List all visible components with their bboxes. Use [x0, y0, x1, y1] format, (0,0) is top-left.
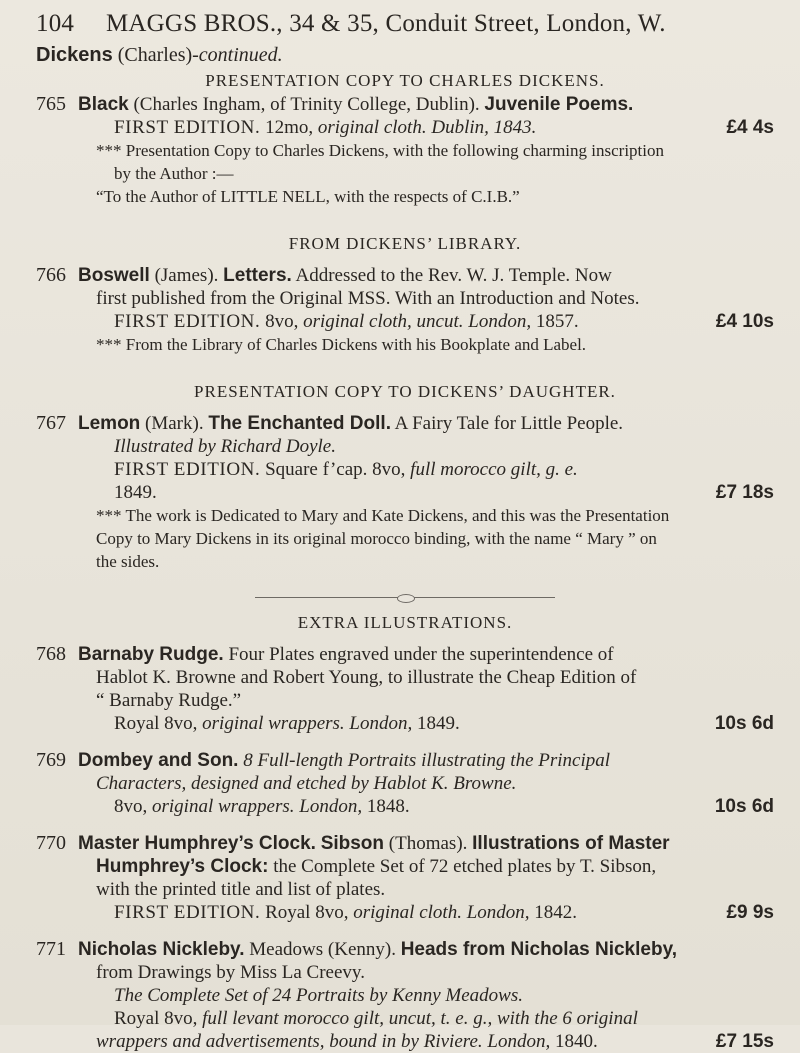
entry-author-rest: (Kenny).: [323, 939, 396, 960]
entry-title-cont: Humphrey’s Clock:: [96, 856, 269, 877]
entry-format: 8vo,: [114, 796, 152, 817]
entry-author: Dombey and Son.: [78, 750, 239, 771]
entry-line: “ Barnaby Rudge.”: [96, 690, 242, 711]
entry-771: [36, 938, 774, 1053]
entry-price: 10s 6d: [714, 796, 774, 817]
entry-date: 1842.: [529, 902, 578, 923]
entry-date: 1849.: [412, 713, 460, 734]
entry-author: Nicholas Nickleby.: [78, 939, 245, 960]
entry-imprint: Dublin, 1843.: [426, 117, 537, 138]
entry-author: Master Humphrey’s Clock.: [78, 833, 316, 854]
section-author: Dickens: [36, 44, 113, 66]
entry-price: £7 18s: [715, 482, 774, 503]
entry-766: [36, 264, 774, 356]
entry-price: £4 10s: [715, 311, 774, 332]
page-number: 104: [36, 10, 75, 37]
entry-title-rest: A Fairy Tale for Little People.: [390, 413, 624, 434]
entry-title: The Enchanted Doll.: [208, 413, 391, 434]
entry-author-rest: (Thomas).: [384, 833, 468, 854]
entry-number: 767: [36, 412, 66, 434]
entry-binding: full levant morocco gilt, uncut, t. e. g., with the 6 original: [202, 1008, 638, 1029]
entry-note: the sides.: [96, 552, 160, 571]
entry-note: by the Author :—: [114, 164, 234, 183]
entry-author-rest: (Charles Ingham, of Trinity College, Dublin).: [128, 94, 480, 115]
entry-title-rest: Addressed to the Rev. W. J. Temple. Now: [291, 265, 612, 286]
entry-format: 12mo,: [260, 117, 318, 138]
entry-769: [36, 749, 774, 818]
entry-title: Heads from Nicholas Nickleby,: [400, 939, 678, 960]
entry-765: [36, 93, 774, 208]
entry-author-secondary: Meadows: [249, 939, 324, 960]
entry-author: Black: [78, 94, 129, 115]
entry-line: Hablot K. Browne and Robert Young, to illustrate the Cheap Edition of: [96, 667, 637, 688]
entry-note: *** From the Library of Charles Dickens with his Bookplate and Label.: [96, 335, 587, 354]
entry-price: 10s 6d: [714, 713, 774, 734]
entry-binding: original cloth. London,: [353, 902, 530, 923]
subhead-presentation-copy: PRESENTATION COPY TO CHARLES DICKENS.: [205, 71, 605, 90]
entry-illustrator: Illustrated by Richard Doyle.: [114, 436, 336, 457]
entry-number: 771: [36, 938, 66, 960]
entry-line: with the printed title and list of plates.: [96, 879, 386, 900]
entry-author: Lemon: [78, 413, 141, 434]
entry-author: Boswell: [78, 265, 150, 286]
entry-date: 1840.: [550, 1031, 598, 1052]
entry-title-rest: 8 Full-length Portraits illustrating the Principal: [238, 750, 611, 771]
entry-line: the Complete Set of 72 etched plates by T. Sibson,: [268, 856, 657, 877]
section-cont-italic: continued.: [198, 44, 283, 66]
ornamental-divider: [36, 585, 774, 603]
entry-binding: original wrappers. London,: [202, 713, 413, 734]
entry-author-secondary: Sibson: [320, 833, 385, 854]
entry-line: from Drawings by Miss La Creevy.: [96, 962, 365, 983]
entry-number: 766: [36, 264, 66, 286]
entry-price: £9 9s: [726, 902, 774, 923]
entry-format: Royal 8vo,: [114, 1008, 203, 1029]
entry-edition: FIRST EDITION.: [114, 459, 261, 480]
subhead-daughter: PRESENTATION COPY TO DICKENS’ DAUGHTER.: [194, 382, 616, 401]
entry-note: Copy to Mary Dickens in its original morocco binding, with the name “ Mary ” on: [96, 529, 657, 548]
entry-binding: full morocco gilt, g. e.: [410, 459, 578, 480]
subhead-from-library: FROM DICKENS’ LIBRARY.: [288, 234, 522, 253]
entry-number: 769: [36, 749, 66, 771]
entry-number: 765: [36, 93, 66, 115]
entry-price: £7 15s: [715, 1031, 774, 1052]
entry-date: 1849.: [114, 482, 157, 503]
running-head: [36, 10, 774, 38]
entry-format: Royal 8vo,: [114, 713, 203, 734]
entry-title-rest: Four Plates engraved under the superintendence of: [223, 644, 614, 665]
entry-edition: FIRST EDITION.: [114, 311, 261, 332]
entry-date: 1857.: [531, 311, 579, 332]
entry-binding-cont: wrappers and advertisements, bound in by Riviere. London,: [96, 1031, 551, 1052]
entry-binding: original cloth.: [317, 117, 427, 138]
entry-edition: FIRST EDITION.: [114, 902, 261, 923]
entry-edition: FIRST EDITION.: [114, 117, 261, 138]
entry-format: Square f’cap. 8vo,: [260, 459, 411, 480]
entry-date: 1848.: [362, 796, 410, 817]
publisher-line: MAGGS BROS., 34 & 35, Conduit Street, London, W.: [106, 10, 666, 37]
entry-number: 768: [36, 643, 66, 665]
entry-770: [36, 832, 774, 924]
entry-author-rest: (James).: [149, 265, 219, 286]
entry-note: “To the Author of LITTLE NELL, with the respects of C.I.B.”: [96, 187, 520, 206]
entry-binding: original wrappers. London,: [152, 796, 363, 817]
section-cont: (Charles)-: [117, 44, 199, 66]
entry-767: [36, 412, 774, 573]
entry-768: [36, 643, 774, 735]
entry-format: Royal 8vo,: [260, 902, 354, 923]
subhead-extra-illustrations: EXTRA ILLUSTRATIONS.: [297, 613, 513, 632]
entry-line: Characters, designed and etched by Hablot K. Browne.: [96, 773, 517, 794]
entry-line: The Complete Set of 24 Portraits by Kenny Meadows.: [114, 985, 523, 1006]
entry-number: 770: [36, 832, 66, 854]
entry-price: £4 4s: [726, 117, 774, 138]
entry-title: Letters.: [223, 265, 292, 286]
entry-note: *** The work is Dedicated to Mary and Kate Dickens, and this was the Presentation: [96, 506, 670, 525]
entry-note: *** Presentation Copy to Charles Dickens, with the following charming inscription: [96, 141, 664, 160]
entry-binding: original cloth, uncut. London,: [303, 311, 532, 332]
entry-title: Juvenile Poems.: [484, 94, 634, 115]
entry-author-rest: (Mark).: [140, 413, 204, 434]
entry-title: Illustrations of Master: [472, 833, 670, 854]
entry-author: Barnaby Rudge.: [78, 644, 224, 665]
entry-format: 8vo,: [260, 311, 304, 332]
section-heading: [36, 44, 774, 67]
entry-line: first published from the Original MSS. With an Introduction and Notes.: [96, 288, 640, 309]
